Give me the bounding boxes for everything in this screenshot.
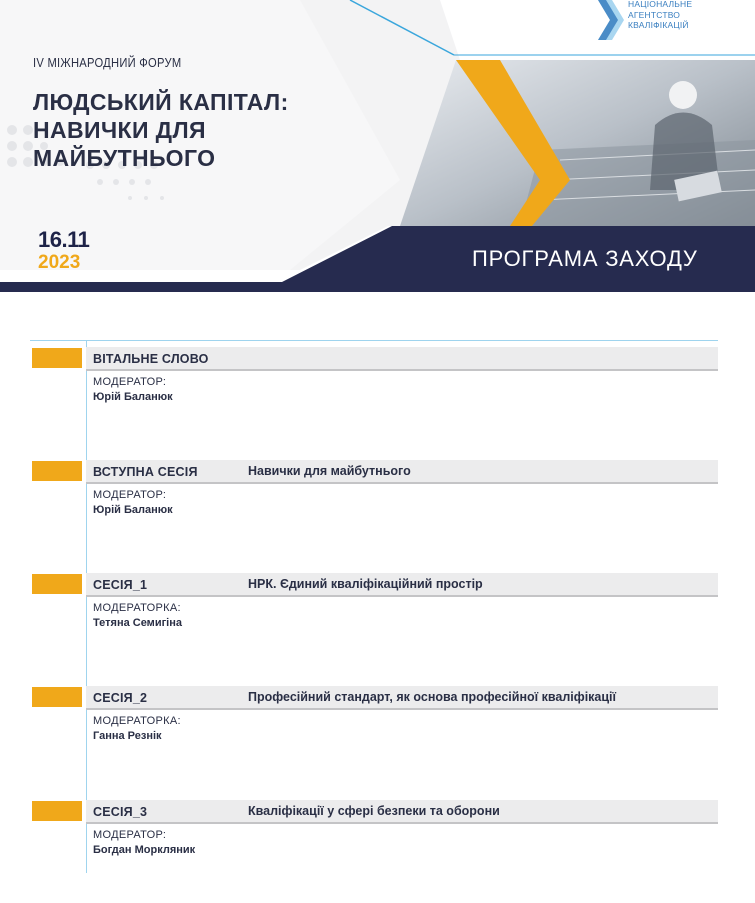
agency-name	[628, 0, 692, 31]
moderator-name: Богдан Моркляник	[93, 844, 196, 856]
session-marker	[32, 574, 82, 594]
moderator-name: Тетяна Семигіна	[93, 617, 182, 629]
forum-title-line: МАЙБУТНЬОГО	[33, 145, 216, 171]
session-label: СЕСІЯ_1	[93, 578, 148, 592]
session-block	[0, 679, 755, 789]
divider	[86, 482, 718, 484]
moderator-name: Юрій Баланюк	[93, 504, 173, 516]
program-title: ПРОГРАМА ЗАХОДУ	[472, 246, 698, 271]
forum-title	[33, 88, 289, 172]
session-topic: НРК. Єдиний кваліфікаційний простір	[248, 577, 483, 591]
event-date-year: 2023	[38, 252, 81, 273]
divider	[86, 595, 718, 597]
divider	[86, 708, 718, 710]
forum-title-line: НАВИЧКИ ДЛЯ	[33, 117, 206, 143]
session-topic: Навички для майбутнього	[248, 464, 411, 478]
moderator-role: МОДЕРАТОРКА:	[93, 715, 181, 727]
session-label: ВСТУПНА СЕСІЯ	[93, 465, 198, 479]
moderator-name: Юрій Баланюк	[93, 391, 173, 403]
session-block	[0, 340, 755, 450]
session-marker	[32, 348, 82, 368]
session-label: СЕСІЯ_3	[93, 805, 148, 819]
divider	[86, 822, 718, 824]
session-label: ВІТАЛЬНЕ СЛОВО	[93, 352, 209, 366]
session-marker	[32, 461, 82, 481]
header-banner	[0, 0, 755, 292]
moderator-role: МОДЕРАТОР:	[93, 376, 167, 388]
session-marker	[32, 687, 82, 707]
session-block	[0, 566, 755, 676]
agency-name-line: НАЦІОНАЛЬНЕ	[628, 0, 693, 9]
event-date-day: 16.11	[38, 227, 90, 252]
moderator-name: Ганна Резнік	[93, 730, 162, 742]
divider	[86, 369, 718, 371]
naq-chevron-logo-icon	[596, 0, 626, 40]
agency-name-line: КВАЛІФІКАЦІЙ	[628, 20, 689, 30]
session-label: СЕСІЯ_2	[93, 691, 148, 705]
agency-name-line: АГЕНТСТВО	[628, 9, 681, 20]
session-topic: Кваліфікації у сфері безпеки та оборони	[248, 804, 500, 818]
moderator-role: МОДЕРАТОР:	[93, 829, 167, 841]
forum-title-line: ЛЮДСЬКИЙ КАПІТАЛ:	[33, 89, 289, 115]
forum-subtitle: IV МІЖНАРОДНИЙ ФОРУМ	[33, 55, 182, 70]
session-marker	[32, 801, 82, 821]
session-block	[0, 453, 755, 563]
moderator-role: МОДЕРАТОР:	[93, 489, 167, 501]
session-block	[0, 793, 755, 903]
moderator-role: МОДЕРАТОРКА:	[93, 602, 181, 614]
session-topic: Професійний стандарт, як основа професійної кваліфікації	[248, 690, 617, 704]
